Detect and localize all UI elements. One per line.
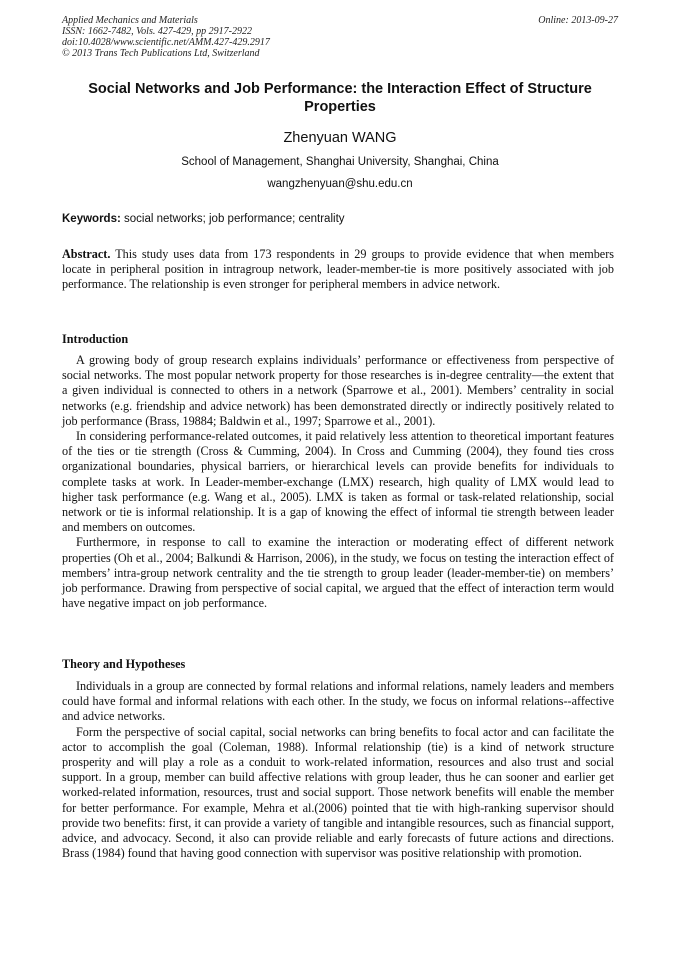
abstract-label: Abstract. <box>62 247 111 261</box>
introduction-body <box>62 353 614 611</box>
journal-header <box>62 15 618 59</box>
author-name: Zhenyuan WANG <box>283 130 397 146</box>
paper-title: Social Networks and Job Performance: the Interaction Effect of Structure Properties <box>88 81 592 115</box>
issn-line: ISSN: 1662-7482, Vols. 427-429, pp 2917-2922 <box>62 26 252 37</box>
abstract-text: This study uses data from 173 respondents in 29 groups to provide evidence that when members locate in peripheral position in intragroup network, leader-member-tie is more positively associated with job performance. The relationship is even stronger for peripheral members in advice network. <box>62 247 615 292</box>
section-heading-introduction: Introduction <box>62 332 129 346</box>
theory-body <box>62 679 614 861</box>
section-heading-theory: Theory and Hypotheses <box>62 657 186 671</box>
paragraph: Furthermore, in response to call to examine the interaction or moderating effect of different network properties (Oh et al., 2004; Balkundi & Harrison, 2006), in the study, we focus on testing the interaction effect of members’ intra-group network centrality and the tie strength to group leader (leader-member-tie) on members’ job performance. Drawing from perspective of social capital, we argued that the effect of interaction term would have negative impact on job performance. <box>62 535 614 611</box>
copyright-line: © 2013 Trans Tech Publications Ltd, Switzerland <box>62 48 260 59</box>
keywords <box>62 212 618 227</box>
paragraph: In considering performance-related outcomes, it paid relatively less attention to theoretical important features of the ties or tie strength (Cross & Cumming, 2004). In Cross and Cumming (2004), they found ties cross organizational boundaries, physical barriers, or hierarchical levels can provide benefits for individuals to complete tasks at work. In Leader-member-exchange (LMX) research, high quality of LMX would lead to higher task performance (e.g. Wang et al., 2005). LMX is taken as formal or task-related relationship, social network or tie is informal relationship. It is a gap of knowing the effect of informal tie strength between leader and members on outcomes. <box>62 429 614 535</box>
keywords-text: social networks; job performance; centrality <box>124 213 345 225</box>
journal-name: Applied Mechanics and Materials <box>62 15 198 26</box>
keywords-label: Keywords: <box>62 213 121 225</box>
paragraph: Form the perspective of social capital, social networks can bring benefits to focal actor and can facilitate the actor to accomplish the goal (Coleman, 1988). Informal relationship (tie) is a kind of network structure prosperity and will play a role as a conduit to work-related information, resources and also trust and social support. In a group, member can build affective relations with group leader, thus he can sooner and earlier get worked-related information, resources, trust and social support. Those network benefits will enable the member for better performance. For example, Mehra et al.(2006) pointed that tie with high-ranking supervisor should provide two benefits: first, it can provide a variety of tangible and intangible resources, such as financial support, advice, and advocacy. Second, it also can provide reliable and early forecasts of future actions and directions. Brass (1984) found that having good connection with supervisor was positive relationship with promotion. <box>62 724 614 861</box>
author-affiliation: School of Management, Shanghai University, Shanghai, China <box>181 156 499 168</box>
doi-line: doi:10.4028/www.scientific.net/AMM.427-429.2917 <box>62 37 270 48</box>
paragraph: Individuals in a group are connected by formal relations and informal relations, namely leaders and members could have formal and informal relations with each other. In the study, we focus on informal relations--affective and advice networks. <box>62 679 614 724</box>
paragraph: A growing body of group research explains individuals’ performance or effectiveness from perspective of social networks. The most popular network property for those researches is in-degree centrality—the extent that a given individual is connected to others in a network (Sparrowe et al., 2001). Members’ centrality in social networks (e.g. friendship and advice network) has been demonstrated directly or indirectly positively related to job performance (Brass, 19884; Baldwin et al., 1997; Sparrowe et al., 2001). <box>62 353 614 428</box>
author-email: wangzhenyuan@shu.edu.cn <box>267 178 413 190</box>
online-date: Online: 2013-09-27 <box>538 15 618 26</box>
abstract <box>62 247 614 293</box>
